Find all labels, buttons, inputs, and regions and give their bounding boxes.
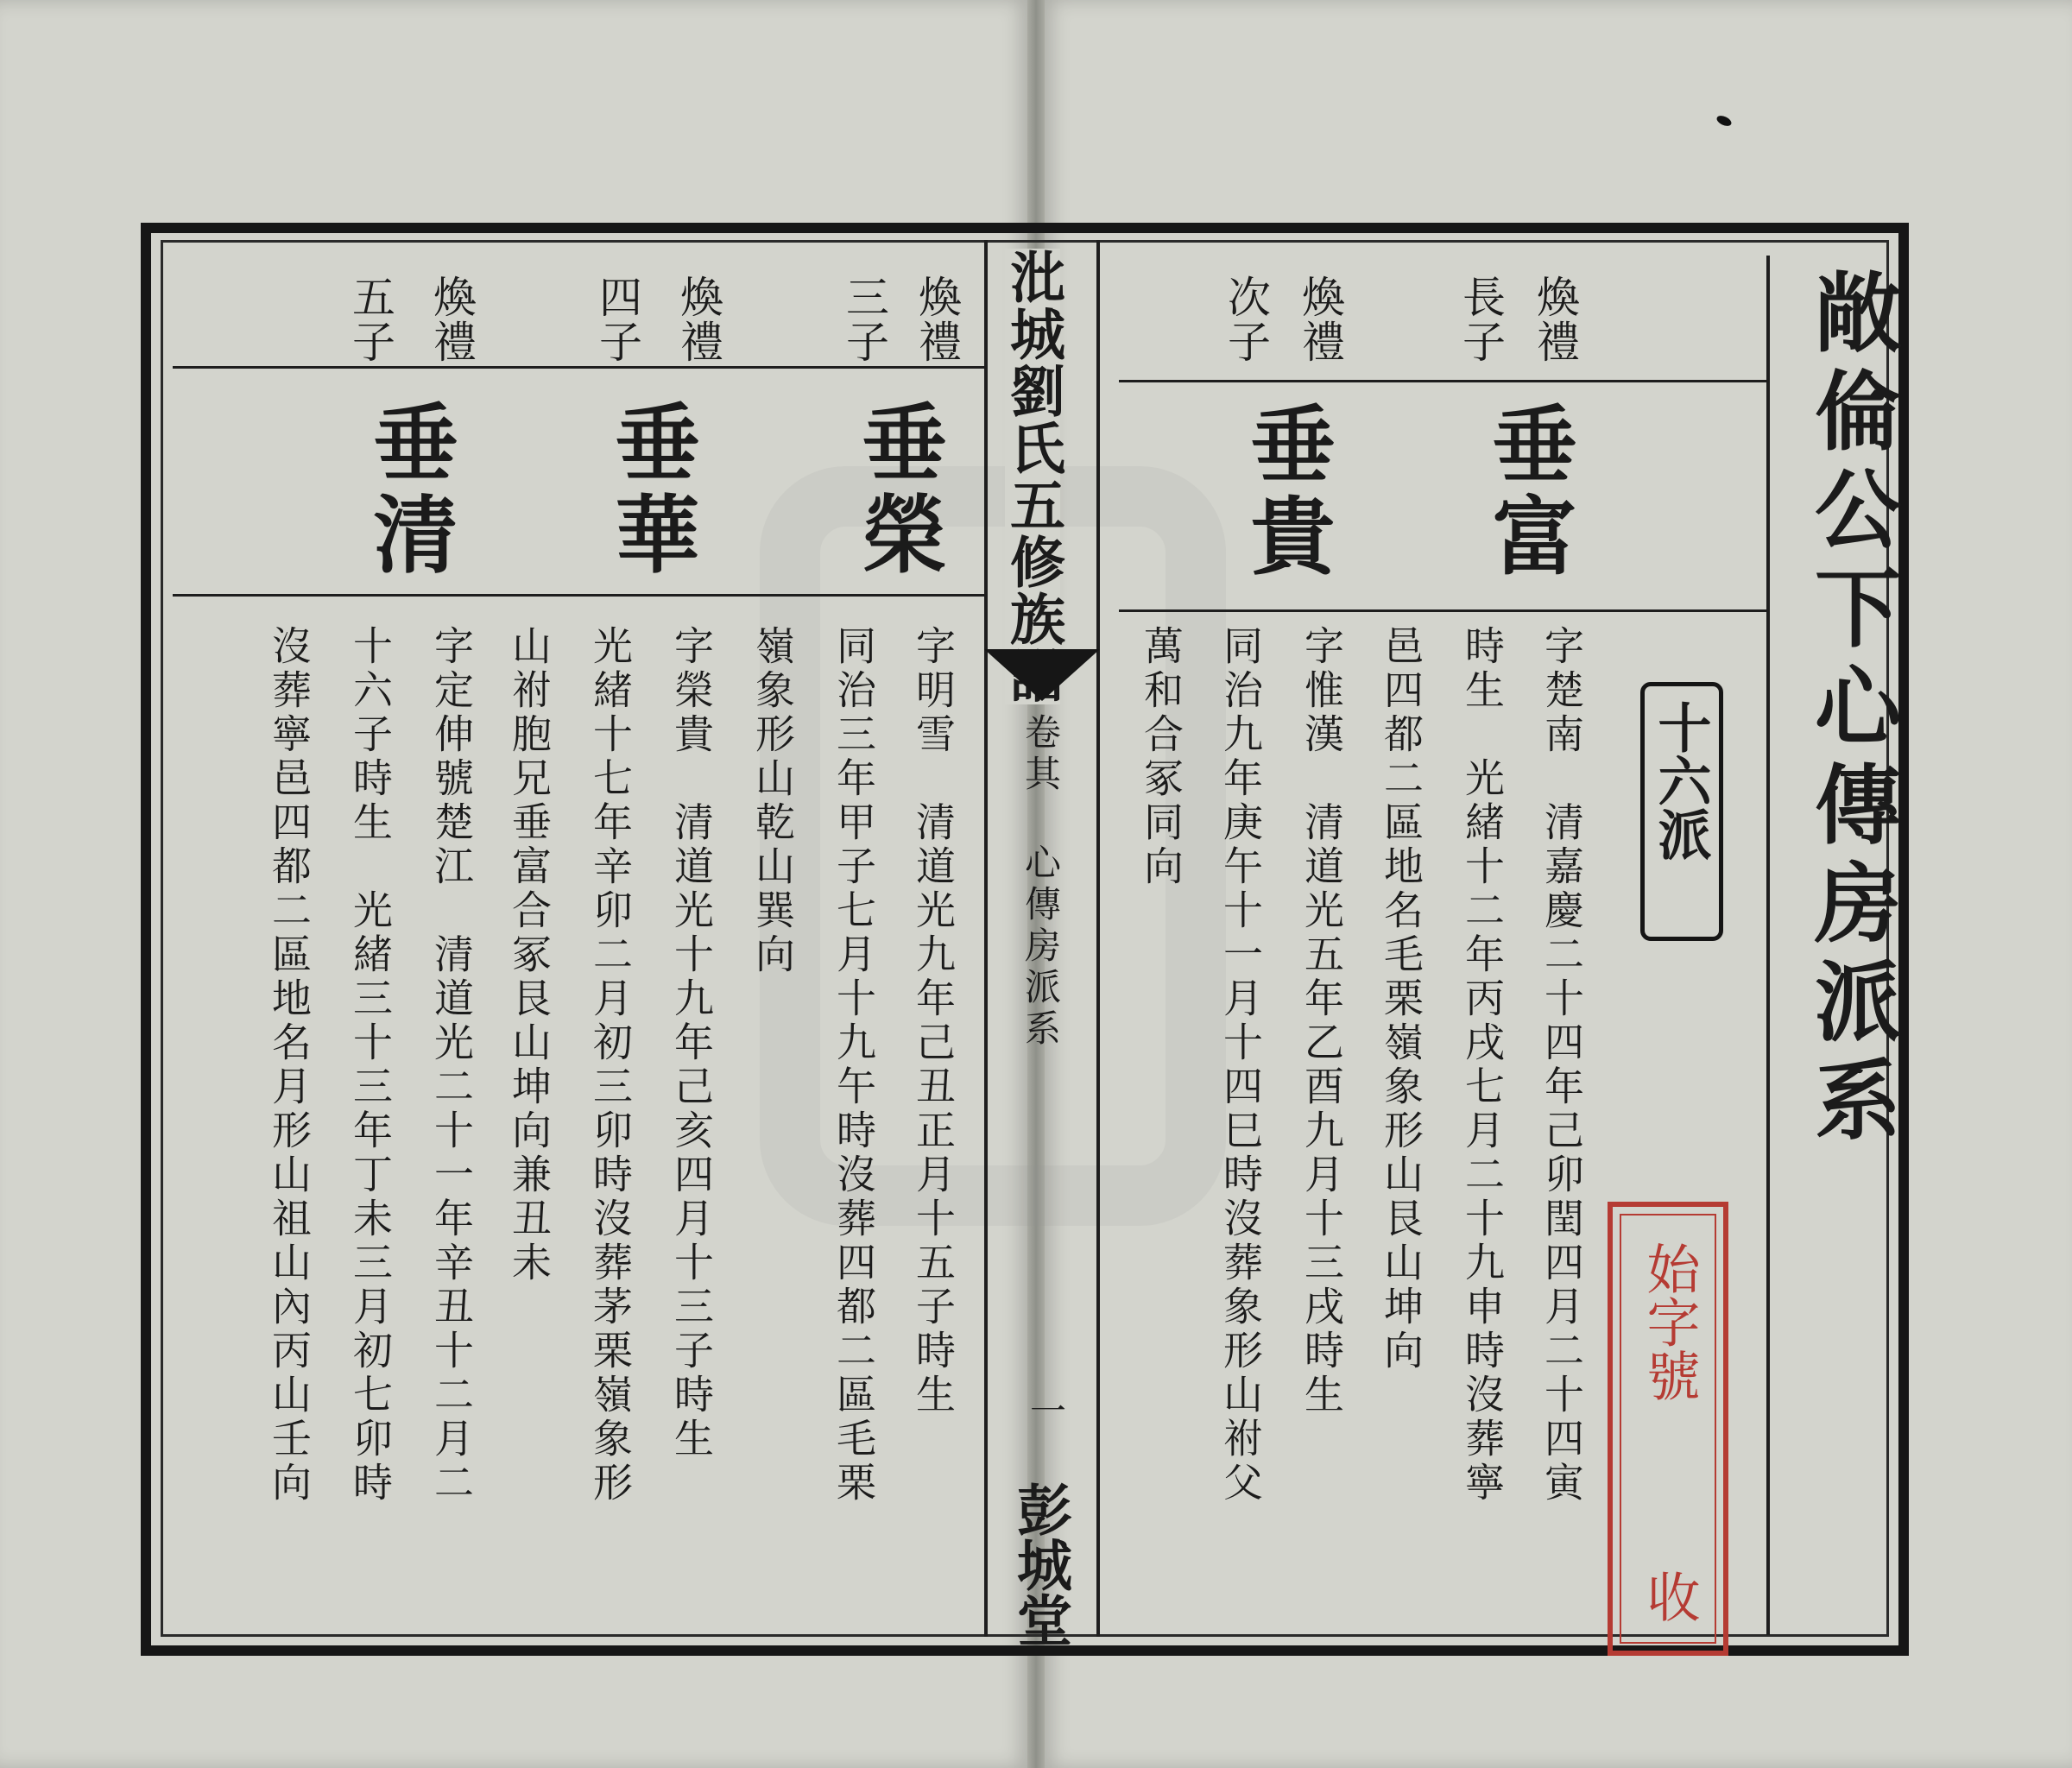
- generation-badge: [1640, 682, 1723, 941]
- rule-right-upper: [1119, 380, 1766, 382]
- seal-bottom-text: 收: [1638, 1569, 1701, 1623]
- entry-5-bio-line: 十六子時生 光緒三十三年丁未三月初七卯時: [347, 625, 394, 1506]
- entry-1-bio-line: 字楚南 清嘉慶二十四年己卯閏四月二十四寅: [1538, 625, 1585, 1506]
- rule-left-lower: [173, 594, 988, 597]
- entry-2-bio-line: 萬和合冢同向: [1138, 625, 1184, 889]
- entry-3-order: 三子: [839, 275, 889, 364]
- entry-5-order: 五子: [345, 275, 395, 364]
- rule-left-upper: [173, 366, 988, 369]
- title-column-rule: [1766, 256, 1770, 1635]
- entry-4-bio-line: 光緒十七年辛卯二月初三卯時沒葬茅栗嶺象形: [587, 625, 634, 1506]
- seal-top-text: 始字號: [1638, 1241, 1701, 1402]
- entry-2-bio-line: 同治九年庚午十一月十四巳時沒葬象形山祔父: [1217, 625, 1264, 1506]
- entry-5-father: 煥禮: [426, 275, 477, 364]
- entry-3-name: 垂榮: [848, 399, 947, 582]
- entry-3-father: 煥禮: [912, 275, 962, 364]
- entry-3-bio-line: 字明雪 清道光九年己丑正月十五子時生: [910, 625, 957, 1418]
- entry-4-bio-line: 字榮貴 清道光十九年己亥四月十三子時生: [668, 625, 715, 1462]
- entry-3-bio-line: 同治三年甲子七月十九午時沒葬四都二區毛栗: [831, 625, 877, 1506]
- entry-1-bio-line: 邑四都二區地名毛栗嶺象形山艮山坤向: [1378, 625, 1424, 1373]
- spine-rule-left: [984, 240, 988, 1637]
- fish-tail-mark: [984, 649, 1100, 701]
- entry-1-bio-line: 時生 光緒十二年丙戌七月二十九申時沒葬寧: [1459, 625, 1506, 1506]
- entry-2-order: 次子: [1221, 275, 1271, 364]
- entry-3-bio-line: 嶺象形山乾山巽向: [749, 625, 796, 977]
- entry-4-father: 煥禮: [673, 275, 723, 364]
- entry-2-name: 垂貴: [1236, 401, 1336, 584]
- entry-4-order: 四子: [592, 275, 642, 364]
- entry-5-bio-line: 沒葬寧邑四都二區地名月形山祖山內丙山壬向: [266, 625, 313, 1506]
- spine-rule-right: [1096, 240, 1100, 1637]
- hall-name: 彭城堂: [1008, 1481, 1072, 1647]
- red-seal: [1608, 1202, 1728, 1656]
- entry-1-name: 垂富: [1478, 401, 1577, 584]
- book-title: 沘城劉氏五修族譜: [1001, 249, 1065, 704]
- section-title: 敞倫公下心傳房派系: [1800, 268, 1902, 1153]
- rule-right-lower: [1119, 609, 1766, 612]
- entry-2-father: 煥禮: [1295, 275, 1345, 364]
- entry-1-father: 煥禮: [1530, 275, 1580, 364]
- entry-5-bio-line: 字定伸號楚江 清道光二十一年辛丑十二月二: [428, 625, 475, 1506]
- page-number: 一: [1025, 1392, 1067, 1433]
- entry-4-bio-line: 山祔胞兄垂富合冢艮山坤向兼丑未: [506, 625, 553, 1285]
- generation-label: 十六派: [1649, 700, 1712, 861]
- volume-label: 卷其 心傳房派系: [1020, 713, 1062, 1051]
- entry-4-name: 垂華: [601, 399, 700, 582]
- entry-5-name: 垂清: [359, 399, 458, 582]
- entry-1-order: 長子: [1456, 275, 1506, 364]
- entry-2-bio-line: 字惟漢 清道光五年乙酉九月十三戌時生: [1298, 625, 1345, 1418]
